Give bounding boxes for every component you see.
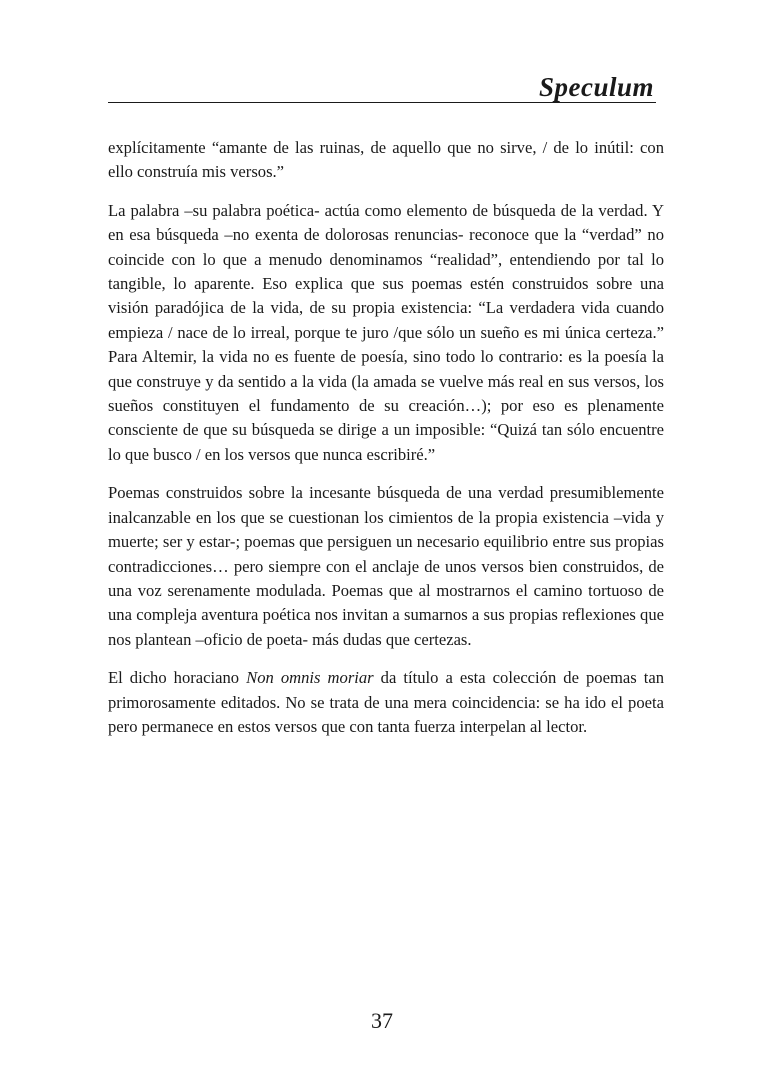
italic-title: Non omnis moriar — [246, 668, 374, 688]
paragraph — [108, 136, 664, 185]
page-number: 37 — [371, 1008, 393, 1033]
text-segment: El dicho horaciano — [108, 668, 247, 688]
paragraph — [108, 666, 664, 739]
paragraph — [108, 199, 664, 467]
text-segment: da título a esta colección de poemas tan primorosamente editados. No se trata de una mera coincidencia: se ha ido el poeta pero permanece en estos versos que con tanta fuerza interpelan al lector. — [108, 668, 664, 736]
text-segment: La palabra –su palabra poética- actúa como elemento de búsqueda de la verdad. Y en esa búsqueda –no exenta de dolorosas renuncias- reconoce que la “verdad” no coincide con lo que a menudo denominamos “realidad”, entendiendo por tal lo tangible, lo aparente. Eso explica que sus poemas estén construidos sobre una visión paradójica de la vida, de su propia existencia: “La verdadera vida cuando empieza / nace de lo irreal, porque te juro /que sólo un sueño es mi única certeza.” Para Altemir, la vida no es fuente de poesía, sino todo lo contrario: es la poesía la que construye y da sentido a la vida (la amada se vuelve más real en sus versos, los sueños constituyen el fundamento de su creación…); por eso es plenamente consciente de que su búsqueda se dirige a un imposible: “Quizá tan sólo encuentre lo que busco / en los versos que nunca escribiré.” — [108, 200, 664, 464]
body-text — [108, 136, 664, 753]
text-segment: explícitamente “amante de las ruinas, de aquello que no sirve, / de lo inútil: con ello construía mis versos.” — [108, 138, 664, 182]
paragraph — [108, 481, 664, 652]
text-segment: Poemas construidos sobre la incesante búsqueda de una verdad presumiblemente inalcanzable en los que se cuestionan los cimientos de la propia existencia –vida y muerte; ser y estar-; poemas que persiguen un necesario equilibrio entre sus propias contradicciones… pero siempre con el anclaje de unos versos bien construidos, de una voz serenamente modulada. Poemas que al mostrarnos el camino tortuoso de una compleja aventura poética nos invitan a sumarnos a sus propias reflexiones que nos plantean –oficio de poeta- más dudas que certezas. — [108, 483, 664, 649]
running-header — [108, 70, 656, 103]
header-title: Speculum — [538, 72, 654, 102]
